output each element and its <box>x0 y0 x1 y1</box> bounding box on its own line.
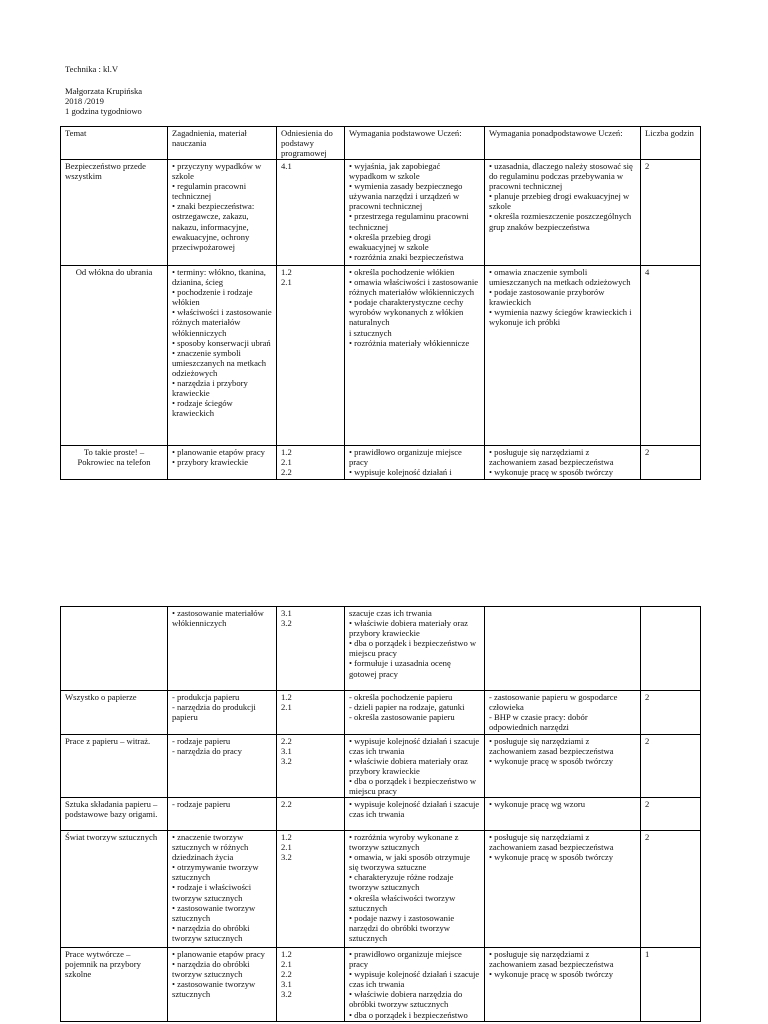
cell-line: • narzędzia do obróbki tworzyw sztucznych <box>172 922 250 943</box>
cell-line: • wyjaśnia, jak zapobiegać wypadkom w szkole <box>349 161 441 182</box>
wymagania-podstawowe-cell <box>345 948 485 1022</box>
cell-line: • podaje nazwy i zastosowanie narzędzi do obróbki tworzyw sztucznych <box>349 912 455 943</box>
wymagania-ponadpodstawowe-cell <box>485 948 641 1022</box>
cell-line: • posługuje się narzędziami z zachowaniem zasad bezpieczeństwa <box>489 447 614 468</box>
cell-line: • właściwości i zastosowanie różnych materiałów włókienniczych <box>172 307 272 338</box>
wymagania-podstawowe-cell <box>345 735 485 798</box>
table-row <box>61 691 701 735</box>
odniesienia-cell <box>277 831 345 948</box>
cell-line: 2.1 <box>281 702 292 713</box>
liczba-godzin-cell: 1 <box>641 948 701 1022</box>
liczba-godzin-cell: 2 <box>641 691 701 735</box>
table-row <box>61 735 701 798</box>
cell-line: - zastosowanie papieru w gospodarce człowieka <box>489 692 618 713</box>
cell-line: Bezpieczeństwo przede wszystkim <box>65 161 146 182</box>
zagadnienia-cell <box>168 831 277 948</box>
cell-line: • planowanie etapów pracy <box>172 949 265 959</box>
cell-line: • wykonuje pracę w sposób twórczy <box>489 756 614 767</box>
odniesienia-cell <box>277 948 345 1022</box>
cell-line: • właściwie dobiera materiały oraz przybory krawieckie <box>349 756 468 777</box>
cell-line: • rodzaje ściegów krawieckich <box>172 398 233 419</box>
header-cell-wymagania-ponadpodstawowe: Wymagania ponadpodstawowe Uczeń: <box>485 127 641 160</box>
school-year-line: 2018 /2019 <box>65 96 104 107</box>
cell-line: • wypisuje kolejność działań i szacuje czas ich trwania <box>349 969 480 990</box>
cell-line: - określa pochodzenie papieru <box>349 692 453 702</box>
zagadnienia-cell <box>168 948 277 1022</box>
cell-line: • wykonuje pracę w sposób twórczy <box>489 852 614 863</box>
cell-line: • określa pochodzenie włókien <box>349 267 455 277</box>
cell-line: • charakteryzuje różne rodzaje tworzyw sztucznych <box>349 872 454 893</box>
wymagania-ponadpodstawowe-cell <box>485 691 641 735</box>
wymagania-ponadpodstawowe-cell <box>485 831 641 948</box>
odniesienia-cell <box>277 735 345 798</box>
cell-line: i sztucznych <box>349 327 392 338</box>
odniesienia-cell <box>277 798 345 831</box>
cell-line: • rozróżnia materiały włókiennicze <box>349 337 470 348</box>
cell-line: • zastosowanie tworzyw sztucznych <box>172 902 256 923</box>
liczba-godzin-cell: 2 <box>641 831 701 948</box>
cell-line: 1.2 <box>281 832 292 842</box>
cell-line: 3.2 <box>281 989 292 1000</box>
odniesienia-cell <box>277 691 345 735</box>
cell-line: • posługuje się narzędziami z zachowaniem zasad bezpieczeństwa <box>489 736 614 757</box>
cell-line: • wykonuje pracę w sposób twórczy <box>489 969 614 980</box>
cell-line: • omawia, w jaki sposób otrzymuje się tworzywa sztuczne <box>349 852 470 873</box>
cell-line: Prace wytwórcze – pojemnik na przybory szkolne <box>65 949 141 980</box>
cell-line: • rozróżnia znaki bezpieczeństwa <box>349 251 464 262</box>
cell-line: 1.2 <box>281 692 292 702</box>
cell-line: 3.1 <box>281 608 292 618</box>
cell-line: • znaczenie symboli umieszczanych na metkach odzieżowych <box>172 347 267 378</box>
table-row <box>61 446 701 480</box>
temat-cell <box>61 735 168 798</box>
wymagania-ponadpodstawowe-cell <box>485 798 641 831</box>
temat-cell <box>61 948 168 1022</box>
cell-line: • terminy: włókno, tkanina, dzianina, ścieg <box>172 267 266 288</box>
wymagania-ponadpodstawowe-cell <box>485 160 641 266</box>
wymagania-podstawowe-cell <box>345 160 485 266</box>
odniesienia-cell <box>277 266 345 446</box>
cell-line: Od włókna do ubrania <box>75 267 153 277</box>
zagadnienia-cell <box>168 798 277 831</box>
cell-line: 3.2 <box>281 618 292 629</box>
wymagania-podstawowe-cell <box>345 446 485 480</box>
liczba-godzin-cell <box>641 607 701 691</box>
cell-line: • przestrzega regulaminu pracowni technicznej <box>349 211 469 232</box>
zagadnienia-cell <box>168 607 277 691</box>
cell-line: 2.1 <box>281 457 292 468</box>
header-cell-odniesienia: Odniesienia do podstawy programowej <box>277 127 345 160</box>
header-cell-zagadnienia: Zagadnienia, materiał nauczania <box>168 127 277 160</box>
liczba-godzin-cell: 2 <box>641 798 701 831</box>
plan-table-page-1 <box>60 126 701 480</box>
cell-line: • omawia znaczenie symboli umieszczanych na metkach odzieżowych <box>489 267 631 288</box>
cell-line: - dzieli papier na rodzaje, gatunki <box>349 702 465 713</box>
cell-line: • prawidłowo organizuje miejsce pracy <box>349 447 462 468</box>
cell-line: - produkcja papieru <box>172 692 240 702</box>
cell-line: 2.1 <box>281 959 292 970</box>
cell-line: - BHP w czasie pracy: dobór odpowiednich narzędzi <box>489 712 588 733</box>
odniesienia-cell <box>277 160 345 266</box>
cell-line: 2.1 <box>281 277 292 288</box>
liczba-godzin-cell: 2 <box>641 160 701 266</box>
cell-line: • wymienia zasady bezpiecznego używania narzędzi i urządzeń w pracowni technicznej <box>349 181 463 212</box>
cell-line: • narzędzia i przybory krawieckie <box>172 378 248 399</box>
cell-line: • pochodzenie i rodzaje włókien <box>172 287 253 308</box>
cell-line: • posługuje się narzędziami z zachowaniem zasad bezpieczeństwa <box>489 832 614 853</box>
cell-line: • omawia właściwości i zastosowanie różnych materiałów włókienniczych <box>349 277 479 298</box>
cell-line: • planuje przebieg drogi ewakuacyjnej w szkole <box>489 191 630 212</box>
odniesienia-cell <box>277 446 345 480</box>
wymagania-podstawowe-cell <box>345 607 485 691</box>
temat-cell <box>61 798 168 831</box>
cell-line: • uzasadnia, dlaczego należy stosować się do regulaminu podczas przebywania w pracowni technicznej <box>489 161 633 192</box>
cell-line: 1.2 <box>281 949 292 959</box>
cell-line: • wykonuje pracę w sposób twórczy <box>489 467 614 478</box>
cell-line: Sztuka składania papieru – podstawowe bazy origami. <box>65 799 158 820</box>
zagadnienia-cell <box>168 691 277 735</box>
wymagania-podstawowe-cell <box>345 798 485 831</box>
cell-line: 3.2 <box>281 756 292 767</box>
table-row <box>61 948 701 1022</box>
cell-line: To takie proste! – <box>83 447 145 457</box>
header-cell-temat: Temat <box>61 127 168 160</box>
cell-line: 3.1 <box>281 746 292 757</box>
cell-line: 3.2 <box>281 852 292 863</box>
plan-table-page-2 <box>60 606 701 1022</box>
cell-line: • przybory krawieckie <box>172 457 249 468</box>
wymagania-ponadpodstawowe-cell <box>485 446 641 480</box>
subject-line: Technika : kl.V <box>65 64 119 74</box>
liczba-godzin-cell: 4 <box>641 266 701 446</box>
liczba-godzin-cell: 2 <box>641 735 701 798</box>
author-line: Małgorzata Krupińska <box>65 86 143 97</box>
table-header-row <box>61 127 701 160</box>
cell-line: • określa rozmieszczenie poszczególnych grup znaków bezpieczeństwa <box>489 211 632 232</box>
cell-line: - rodzaje papieru <box>172 799 231 809</box>
odniesienia-cell <box>277 607 345 691</box>
temat-cell <box>61 831 168 948</box>
cell-line: • właściwie dobiera narzędzia do obróbki tworzyw sztucznych <box>349 989 463 1010</box>
cell-line: 2.2 <box>281 969 292 980</box>
wymagania-ponadpodstawowe-cell <box>485 607 641 691</box>
cell-line: • wypisuje kolejność działań i szacuje czas ich trwania <box>349 736 480 757</box>
wymagania-podstawowe-cell <box>345 266 485 446</box>
cell-line: • określa przebieg drogi ewakuacyjnej w szkole <box>349 231 431 252</box>
temat-cell <box>61 160 168 266</box>
cell-line: 2.1 <box>281 842 292 853</box>
cell-line: 2.2 <box>281 799 292 809</box>
cell-line: • zastosowanie materiałów włókienniczych <box>172 608 264 629</box>
zagadnienia-cell <box>168 266 277 446</box>
cell-line: - narzędzia do produkcji papieru <box>172 702 256 723</box>
table-row <box>61 160 701 266</box>
zagadnienia-cell <box>168 735 277 798</box>
temat-cell <box>61 266 168 446</box>
cell-line: Wszystko o papierze <box>65 692 137 702</box>
cell-line: Pokrowiec na telefon <box>77 457 151 468</box>
plan-table-page-2-body <box>61 607 701 1022</box>
cell-line: • sposoby konserwacji ubrań <box>172 337 271 348</box>
plan-table-page-1-body <box>61 160 701 480</box>
cell-line: • rozróżnia wyroby wykonane z tworzyw sztucznych <box>349 832 459 853</box>
wymagania-ponadpodstawowe-cell <box>485 266 641 446</box>
cell-line: - rodzaje papieru <box>172 736 231 746</box>
temat-cell <box>61 691 168 735</box>
cell-line: 2.2 <box>281 467 292 478</box>
table-row <box>61 831 701 948</box>
cell-line: • wykonuje pracę wg wzoru <box>489 799 586 809</box>
cell-line: • planowanie etapów pracy <box>172 447 265 457</box>
wymagania-podstawowe-cell <box>345 831 485 948</box>
wymagania-podstawowe-cell <box>345 691 485 735</box>
cell-line: • zastosowanie tworzyw sztucznych <box>172 979 256 1000</box>
cell-line: 1.2 <box>281 267 292 277</box>
zagadnienia-cell <box>168 160 277 266</box>
cell-line: • podaje zastosowanie przyborów krawieckich <box>489 287 605 308</box>
cell-line: • znaki bezpieczeństwa: ostrzegawcze, zakazu, nakazu, informacyjne, ewakuacyjne, ochrony przeciwpożarowej <box>172 201 255 252</box>
cell-line: • narzędzia do obróbki tworzyw sztucznych <box>172 959 250 980</box>
cell-line: Świat tworzyw sztucznych <box>65 832 158 842</box>
cell-line: • dba o porządek i bezpieczeństwo w miejscu pracy <box>349 638 477 659</box>
cell-line: • regulamin pracowni technicznej <box>172 181 247 202</box>
cell-line: • znaczenie tworzyw sztucznych w różnych dziedzinach życia <box>172 832 249 863</box>
cell-line: • dba o porządek i bezpieczeństwo <box>349 1009 468 1020</box>
cell-line: • prawidłowo organizuje miejsce pracy <box>349 949 462 970</box>
cell-line: • wypisuje kolejność działań i szacuje czas ich trwania <box>349 799 480 820</box>
cell-line: - określa zastosowanie papieru <box>349 712 455 723</box>
table-row <box>61 798 701 831</box>
header-cell-liczba-godzin: Liczba godzin <box>641 127 701 160</box>
cell-line: • wymienia nazwy ściegów krawieckich i wykonuje ich próbki <box>489 307 632 328</box>
header-cell-wymagania-podstawowe: Wymagania podstawowe Uczeń: <box>345 127 485 160</box>
document-header <box>65 64 142 116</box>
cell-line: • formułuje i uzasadnia ocenę gotowej pracy <box>349 658 451 679</box>
cell-line: • posługuje się narzędziami z zachowaniem zasad bezpieczeństwa <box>489 949 614 970</box>
cell-line: 4.1 <box>281 161 292 171</box>
cell-line: - narzędzia do pracy <box>172 746 242 757</box>
cell-line: • określa właściwości tworzyw sztucznych <box>349 892 456 913</box>
wymagania-ponadpodstawowe-cell <box>485 735 641 798</box>
cell-line: • dba o porządek i bezpieczeństwo w miejscu pracy <box>349 776 477 797</box>
table-row <box>61 607 701 691</box>
zagadnienia-cell <box>168 446 277 480</box>
cell-line: szacuje czas ich trwania <box>349 608 432 618</box>
cell-line: • rodzaje i właściwości tworzyw sztucznych <box>172 882 252 903</box>
liczba-godzin-cell: 2 <box>641 446 701 480</box>
cell-line: 1.2 <box>281 447 292 457</box>
table-row <box>61 266 701 446</box>
cell-line: 3.1 <box>281 979 292 990</box>
cell-line: • wypisuje kolejność działań i <box>349 467 452 478</box>
cell-line: 2.2 <box>281 736 292 746</box>
hours-per-week-line: 1 godzina tygodniowo <box>65 106 142 117</box>
temat-cell <box>61 607 168 691</box>
cell-line: • przyczyny wypadków w szkole <box>172 161 262 182</box>
temat-cell <box>61 446 168 480</box>
cell-line: • otrzymywanie tworzyw sztucznych <box>172 862 259 883</box>
cell-line: • podaje charakterystyczne cechy wyrobów wykonanych z włókien naturalnych <box>349 297 464 328</box>
cell-line: Prace z papieru – witraż. <box>65 736 151 746</box>
cell-line: • właściwie dobiera materiały oraz przybory krawieckie <box>349 618 468 639</box>
